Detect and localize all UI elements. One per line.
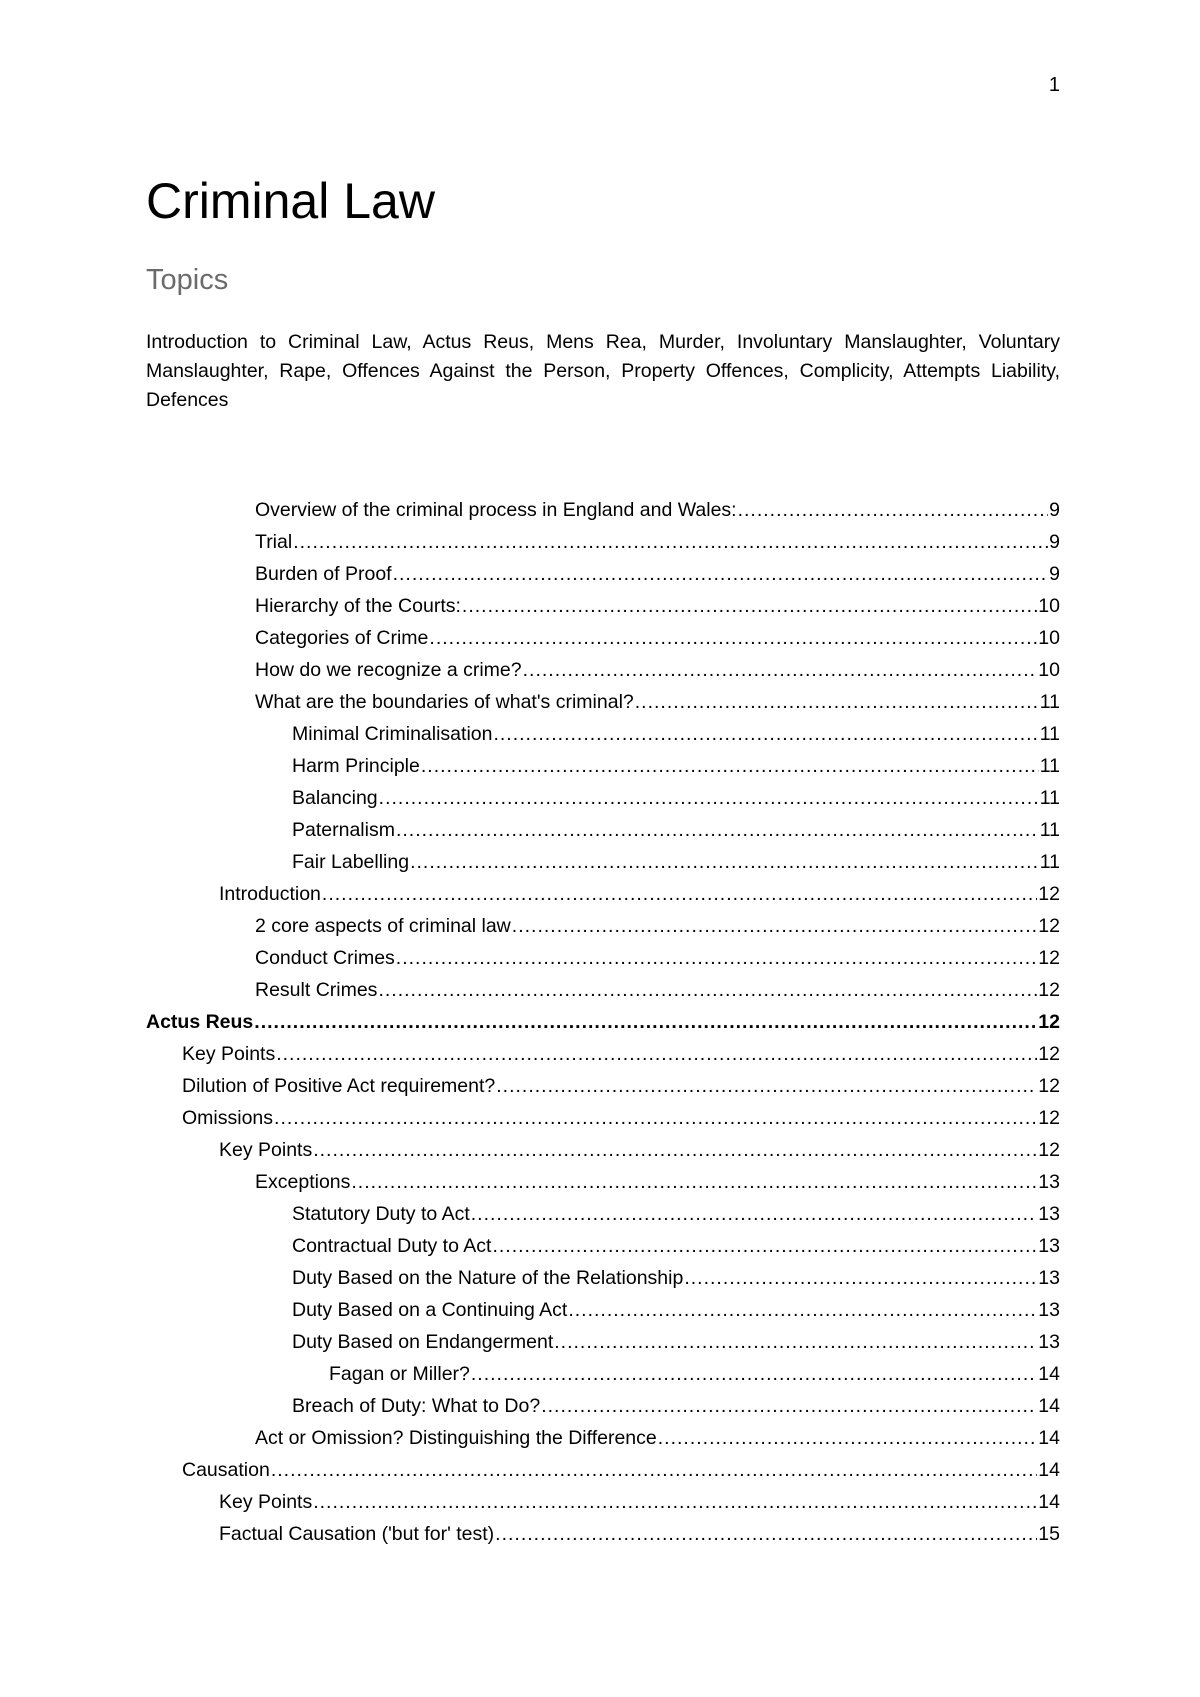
- toc-entry[interactable]: [146, 1326, 1060, 1358]
- toc-entry-page: 13: [1038, 1331, 1060, 1353]
- toc-entry-page: 12: [1038, 883, 1060, 905]
- toc-entry[interactable]: [146, 942, 1060, 974]
- toc-entry[interactable]: [146, 1294, 1060, 1326]
- toc-leader-dots: [684, 1262, 1037, 1294]
- toc-entry[interactable]: [146, 590, 1060, 622]
- toc-entry[interactable]: [146, 1486, 1060, 1518]
- toc-leader-dots: [471, 1198, 1038, 1230]
- toc-entry-page: 10: [1038, 595, 1060, 617]
- toc-leader-dots: [462, 590, 1037, 622]
- topics-list: Introduction to Criminal Law, Actus Reus, Mens Rea, Murder, Involuntary Manslaughter, Voluntary Manslaughter, Rape, Offences Against the Person, Property Offences, Complicity, Attempts Liability, Defences: [146, 331, 1060, 411]
- toc-leader-dots: [276, 1038, 1037, 1070]
- toc-entry[interactable]: [146, 846, 1060, 878]
- toc-entry[interactable]: [146, 1134, 1060, 1166]
- toc-entry-label: Key Points: [182, 1043, 276, 1065]
- toc-entry[interactable]: [146, 782, 1060, 814]
- toc-entry-label: Duty Based on the Nature of the Relationship: [292, 1267, 684, 1289]
- toc-entry-label: Causation: [182, 1459, 270, 1481]
- toc-entry-label: What are the boundaries of what's criminal?: [255, 691, 634, 713]
- toc-entry[interactable]: [146, 814, 1060, 846]
- toc-entry-label: Hierarchy of the Courts:: [255, 595, 461, 617]
- toc-entry-label: Duty Based on Endangerment: [292, 1331, 554, 1353]
- toc-leader-dots: [378, 974, 1037, 1006]
- toc-entry-label: Statutory Duty to Act: [292, 1203, 470, 1225]
- toc-entry[interactable]: [146, 1422, 1060, 1454]
- toc-entry-page: 10: [1038, 627, 1060, 649]
- toc-leader-dots: [492, 1230, 1037, 1262]
- toc-entry[interactable]: [146, 1454, 1060, 1486]
- toc-leader-dots: [523, 654, 1038, 686]
- toc-leader-dots: [421, 750, 1039, 782]
- toc-entry-page: 12: [1038, 947, 1060, 969]
- toc-entry[interactable]: [146, 1262, 1060, 1294]
- toc-entry[interactable]: [146, 1166, 1060, 1198]
- toc-leader-dots: [313, 1134, 1037, 1166]
- toc-leader-dots: [471, 1358, 1037, 1390]
- topics-heading: Topics: [146, 264, 229, 296]
- toc-entry[interactable]: [146, 558, 1060, 590]
- toc-leader-dots: [322, 878, 1037, 910]
- toc-entry-page: 12: [1038, 979, 1060, 1001]
- toc-entry-page: 12: [1038, 1139, 1060, 1161]
- toc-entry-label: Key Points: [219, 1139, 313, 1161]
- toc-leader-dots: [512, 910, 1038, 942]
- toc-entry[interactable]: [146, 1006, 1060, 1038]
- toc-entry-label: Overview of the criminal process in England and Wales:: [255, 499, 737, 521]
- toc-entry-page: 11: [1039, 787, 1060, 809]
- toc-entry[interactable]: [146, 878, 1060, 910]
- toc-entry-page: 13: [1038, 1171, 1060, 1193]
- toc-entry-page: 11: [1039, 723, 1060, 745]
- toc-leader-dots: [254, 1006, 1037, 1038]
- toc-entry-page: 12: [1038, 1075, 1060, 1097]
- toc-entry-label: 2 core aspects of criminal law: [255, 915, 511, 937]
- toc-entry-label: Factual Causation ('but for' test): [219, 1523, 495, 1545]
- toc-entry-label: Paternalism: [292, 819, 395, 841]
- toc-leader-dots: [635, 686, 1039, 718]
- toc-leader-dots: [541, 1390, 1037, 1422]
- toc-leader-dots: [274, 1102, 1037, 1134]
- toc-entry-label: Minimal Criminalisation: [292, 723, 493, 745]
- toc-entry[interactable]: [146, 974, 1060, 1006]
- toc-entry[interactable]: [146, 1102, 1060, 1134]
- toc-entry-page: 11: [1039, 691, 1060, 713]
- toc-entry-label: Exceptions: [255, 1171, 351, 1193]
- toc-entry-page: 15: [1038, 1523, 1060, 1545]
- document-title: Criminal Law: [146, 173, 435, 229]
- toc-entry-label: Breach of Duty: What to Do?: [292, 1395, 541, 1417]
- toc-entry-page: 12: [1038, 1043, 1060, 1065]
- toc-entry[interactable]: [146, 526, 1060, 558]
- toc-entry-label: Dilution of Positive Act requirement?: [182, 1075, 496, 1097]
- toc-entry[interactable]: [146, 1390, 1060, 1422]
- toc-entry-page: 11: [1039, 755, 1060, 777]
- toc-leader-dots: [396, 942, 1038, 974]
- toc-leader-dots: [379, 782, 1039, 814]
- toc-entry-label: Balancing: [292, 787, 378, 809]
- toc-entry-page: 13: [1038, 1267, 1060, 1289]
- toc-entry-label: Fair Labelling: [292, 851, 410, 873]
- toc-entry-page: 12: [1038, 1011, 1060, 1033]
- toc-entry-label: Result Crimes: [255, 979, 378, 1001]
- toc-leader-dots: [493, 718, 1038, 750]
- toc-entry-label: Trial: [255, 531, 293, 553]
- toc-entry-label: Contractual Duty to Act: [292, 1235, 492, 1257]
- toc-entry-page: 14: [1038, 1395, 1060, 1417]
- toc-entry[interactable]: [146, 622, 1060, 654]
- toc-entry-label: Omissions: [182, 1107, 274, 1129]
- toc-entry-page: 9: [1049, 499, 1060, 521]
- toc-entry[interactable]: [146, 1358, 1060, 1390]
- toc-entry-page: 13: [1038, 1235, 1060, 1257]
- toc-entry-page: 12: [1038, 1107, 1060, 1129]
- toc-entry[interactable]: [146, 686, 1060, 718]
- toc-entry-label: Harm Principle: [292, 755, 420, 777]
- toc-entry-label: Act or Omission? Distinguishing the Difference: [255, 1427, 657, 1449]
- toc-entry-page: 14: [1038, 1491, 1060, 1513]
- toc-entry[interactable]: [146, 910, 1060, 942]
- toc-leader-dots: [554, 1326, 1037, 1358]
- toc-entry-page: 10: [1038, 659, 1060, 681]
- toc-entry-page: 12: [1038, 915, 1060, 937]
- toc-leader-dots: [495, 1518, 1037, 1550]
- toc-entry-page: 9: [1049, 531, 1060, 553]
- toc-leader-dots: [293, 526, 1048, 558]
- toc-leader-dots: [658, 1422, 1038, 1454]
- toc-entry-page: 14: [1038, 1363, 1060, 1385]
- toc-leader-dots: [351, 1166, 1037, 1198]
- toc-entry[interactable]: [146, 1518, 1060, 1550]
- toc-leader-dots: [738, 494, 1049, 526]
- toc-leader-dots: [410, 846, 1039, 878]
- toc-entry-label: Burden of Proof: [255, 563, 392, 585]
- toc-entry[interactable]: [146, 1198, 1060, 1230]
- toc-entry[interactable]: [146, 718, 1060, 750]
- toc-entry[interactable]: [146, 494, 1060, 526]
- toc-entry-label: Categories of Crime: [255, 627, 429, 649]
- toc-entry-page: 9: [1049, 563, 1060, 585]
- toc-leader-dots: [393, 558, 1049, 590]
- toc-entry-page: 11: [1039, 851, 1060, 873]
- toc-entry-label: Duty Based on a Continuing Act: [292, 1299, 568, 1321]
- toc-entry[interactable]: [146, 654, 1060, 686]
- page-number: 1: [1048, 74, 1060, 96]
- toc-leader-dots: [313, 1486, 1037, 1518]
- toc-entry-label: Actus Reus: [146, 1011, 254, 1033]
- toc-entry-label: Conduct Crimes: [255, 947, 395, 969]
- toc-entry-page: 14: [1038, 1459, 1060, 1481]
- toc-leader-dots: [429, 622, 1037, 654]
- toc-leader-dots: [396, 814, 1039, 846]
- toc-entry-page: 14: [1038, 1427, 1060, 1449]
- toc-leader-dots: [568, 1294, 1037, 1326]
- toc-entry[interactable]: [146, 1038, 1060, 1070]
- toc-leader-dots: [271, 1454, 1037, 1486]
- toc-entry-page: 11: [1039, 819, 1060, 841]
- toc-entry[interactable]: [146, 750, 1060, 782]
- toc-entry-page: 13: [1038, 1299, 1060, 1321]
- toc-entry[interactable]: [146, 1070, 1060, 1102]
- toc-leader-dots: [496, 1070, 1037, 1102]
- table-of-contents: [146, 494, 1060, 1550]
- toc-entry[interactable]: [146, 1230, 1060, 1262]
- toc-entry-page: 13: [1038, 1203, 1060, 1225]
- toc-entry-label: How do we recognize a crime?: [255, 659, 522, 681]
- toc-entry-label: Fagan or Miller?: [329, 1363, 470, 1385]
- toc-entry-label: Introduction: [219, 883, 321, 905]
- toc-entry-label: Key Points: [219, 1491, 313, 1513]
